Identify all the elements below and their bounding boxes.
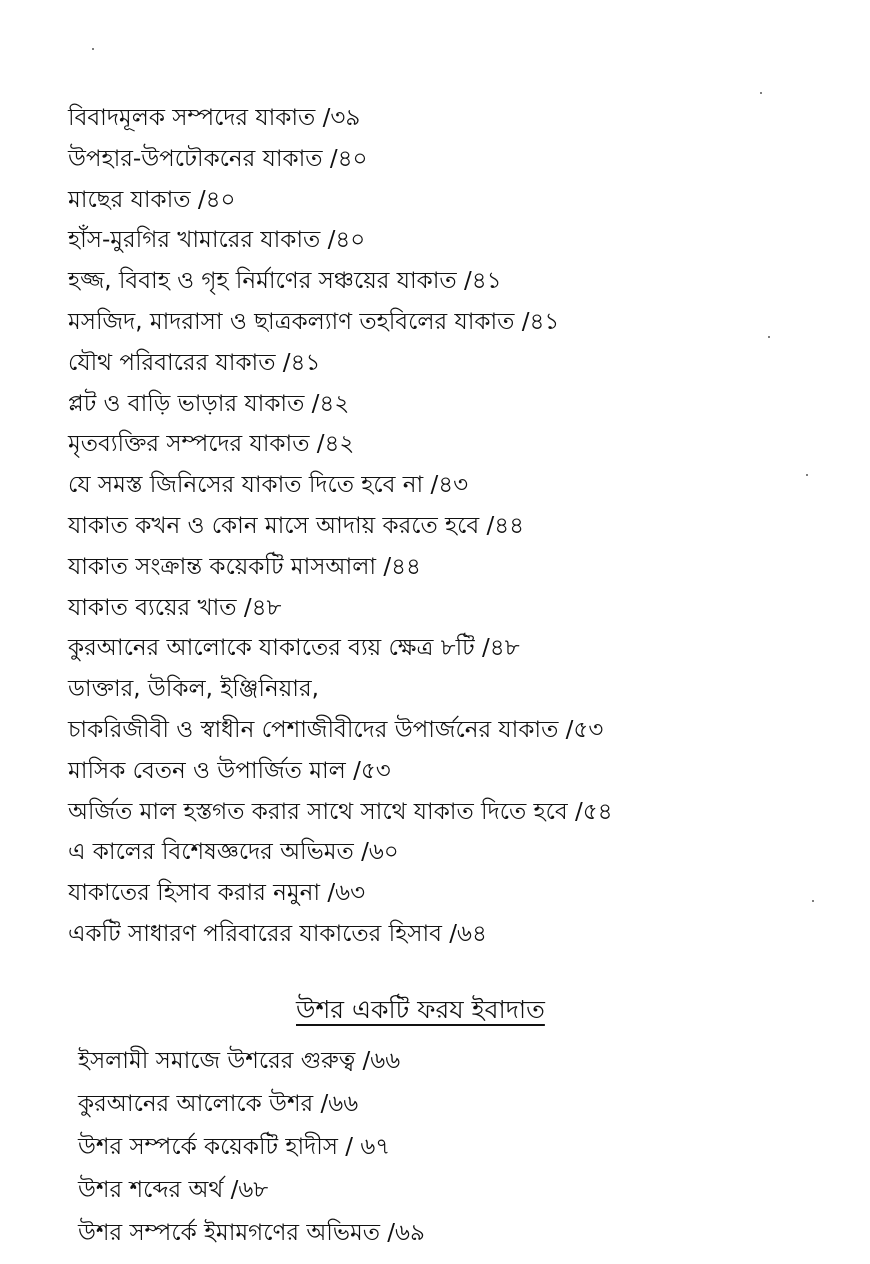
- toc-entry: হাঁস-মুরগির খামারের যাকাত /৪০: [68, 227, 366, 254]
- toc-entry: উপহার-উপঢৌকনের যাকাত /৪০: [68, 145, 368, 172]
- toc-entry: মাছের যাকাত /৪০: [68, 186, 236, 213]
- toc-entry: ইসলামী সমাজে উশরের গুরুত্ব /৬৬: [78, 1048, 401, 1074]
- toc-entry: কুরআনের আলোকে উশর /৬৬: [78, 1091, 359, 1117]
- table-of-contents-ushr: [78, 1040, 848, 1255]
- toc-entry: প্লট ও বাড়ি ভাড়ার যাকাত /৪২: [68, 390, 350, 417]
- toc-entry: যৌথ পরিবারের যাকাত /৪১: [68, 349, 321, 376]
- toc-entry: যাকাত সংক্রান্ত কয়েকটি মাসআলা /৪৪: [68, 553, 421, 580]
- toc-entry: যে সমস্ত জিনিসের যাকাত দিতে হবে না /৪৩: [68, 472, 469, 499]
- toc-entry: চাকরিজীবী ও স্বাধীন পেশাজীবীদের উপার্জনের যাকাত /৫৩: [68, 716, 604, 743]
- toc-entry: যাকাতের হিসাব করার নমুনা /৬৩: [68, 880, 366, 907]
- toc-entry: উশর সম্পর্কে ইমামগণের অভিমত /৬৯: [78, 1220, 425, 1246]
- toc-entry: উশর সম্পর্কে কয়েকটি হাদীস / ৬৭: [78, 1134, 391, 1160]
- scan-speck: [768, 336, 770, 338]
- section-heading: উশর একটি ফরয ইবাদাত: [296, 995, 545, 1024]
- toc-entry: উশর শব্দের অর্থ /৬৮: [78, 1177, 269, 1203]
- table-of-contents-zakat: [68, 98, 848, 955]
- scan-speck: [760, 92, 762, 94]
- toc-entry: যাকাত কখন ও কোন মাসে আদায় করতে হবে /৪৪: [68, 512, 525, 539]
- toc-entry: অর্জিত মাল হস্তগত করার সাথে সাথে যাকাত দিতে হবে /৫৪: [68, 798, 613, 825]
- toc-entry: যাকাত ব্যয়ের খাত /৪৮: [68, 594, 282, 621]
- scan-speck: [806, 474, 808, 476]
- toc-entry: মৃতব্যক্তির সম্পদের যাকাত /৪২: [68, 431, 355, 458]
- toc-entry: এ কালের বিশেষজ্ঞদের অভিমত /৬০: [68, 839, 399, 866]
- scan-speck: [812, 900, 814, 902]
- toc-entry: বিবাদমূলক সম্পদের যাকাত /৩৯: [68, 105, 361, 131]
- toc-entry: মসজিদ, মাদরাসা ও ছাত্রকল্যাণ তহবিলের যাকাত /৪১: [68, 308, 560, 335]
- toc-entry: কুরআনের আলোকে যাকাতের ব্যয় ক্ষেত্র ৮টি /৪৮: [68, 635, 520, 662]
- toc-entry: ডাক্তার, উকিল, ইঞ্জিনিয়ার,: [68, 676, 319, 703]
- toc-entry: হজ্জ, বিবাহ ও গৃহ নির্মাণের সঞ্চয়ের যাকাত /৪১: [68, 268, 502, 295]
- scan-speck: [92, 48, 94, 50]
- toc-entry: একটি সাধারণ পরিবারের যাকাতের হিসাব /৬৪: [68, 920, 487, 947]
- toc-entry: মাসিক বেতন ও উপার্জিত মাল /৫৩: [68, 757, 391, 784]
